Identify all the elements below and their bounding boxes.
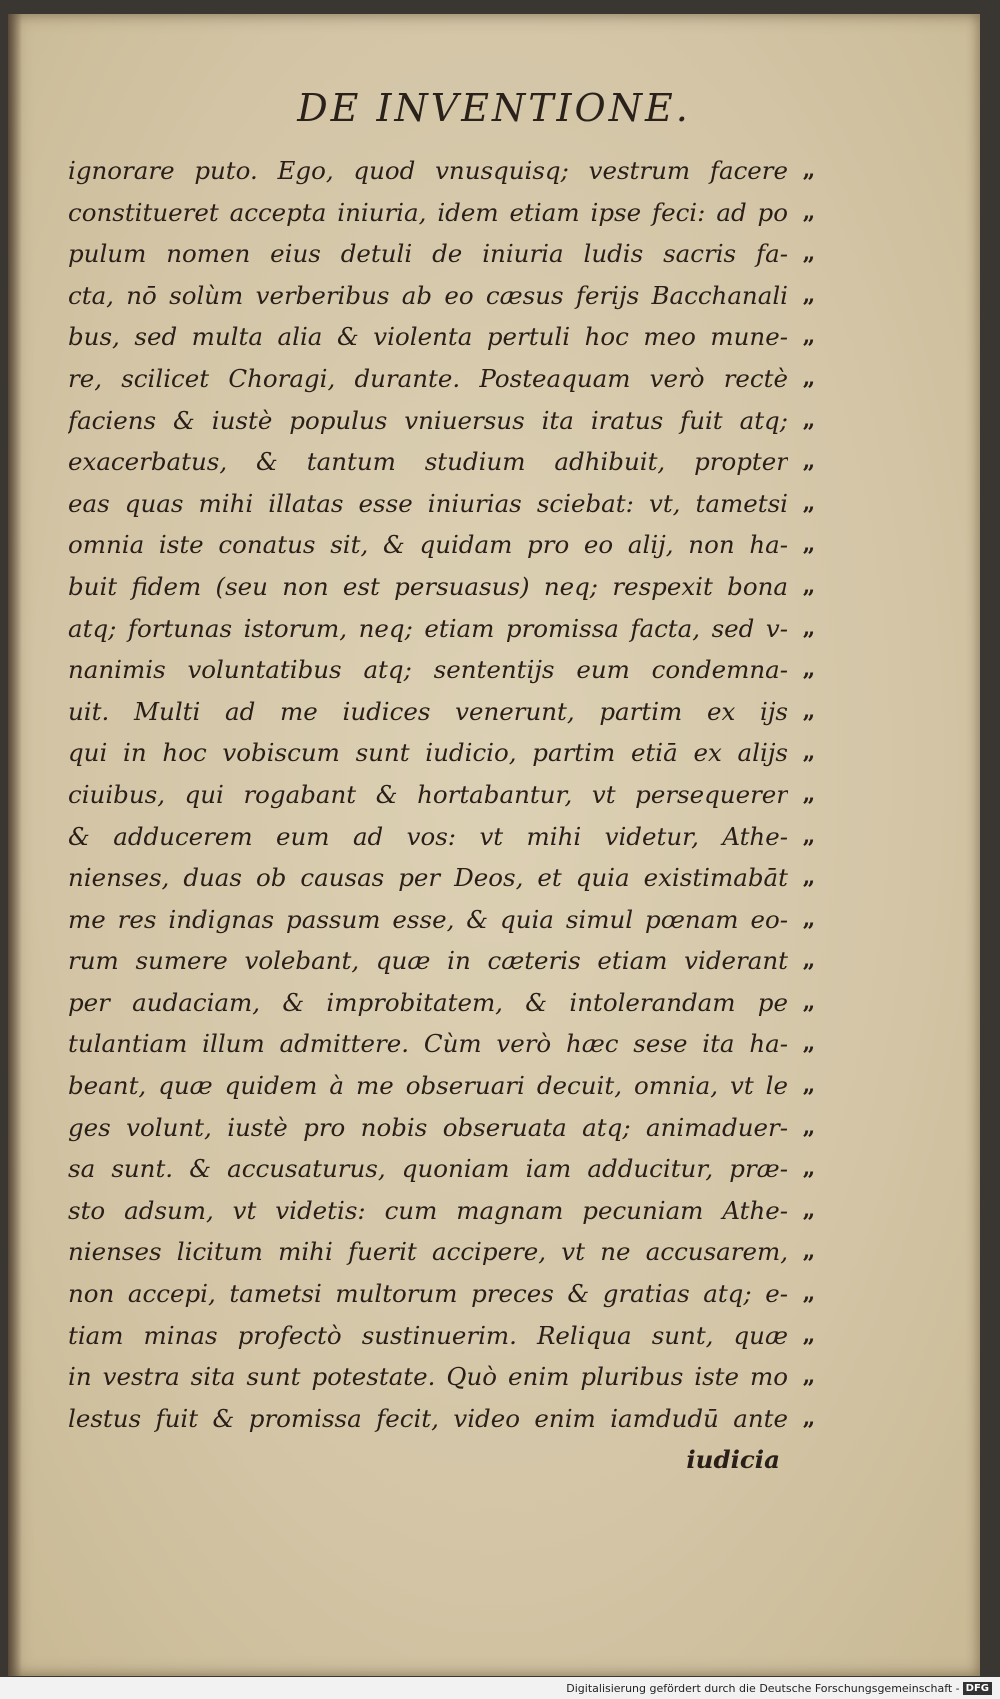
text-line: ignorare puto. Ego, quod vnusquisq; vestrum facere: [68, 156, 788, 185]
text-line: rum sumere volebant, quæ in cæteris etiam viderant: [68, 946, 788, 976]
quotation-mark: „: [802, 1113, 816, 1140]
text-line: eas quas mihi illatas esse iniurias sciebat: vt, tametsi: [68, 488, 788, 518]
quotation-margin-marks: [794, 150, 824, 1439]
quotation-mark: „: [802, 531, 816, 558]
text-line: faciens & iustè populus vniuersus ita iratus fuit atq;: [68, 405, 788, 435]
quotation-mark: „: [802, 240, 816, 267]
quotation-mark: „: [802, 448, 816, 475]
text-line: atq; fortunas istorum, neq; etiam promissa facta, sed v-: [68, 613, 788, 643]
quotation-mark: „: [802, 489, 816, 516]
text-line: pulum nomen eius detuli de iniuria ludis sacris fa-: [68, 239, 788, 269]
quotation-mark: „: [802, 1363, 816, 1390]
book-page: [8, 14, 980, 1676]
quotation-mark: „: [802, 988, 816, 1015]
quotation-mark: „: [802, 697, 816, 724]
text-line: sa sunt. & accusaturus, quoniam iam adducitur, præ-: [68, 1154, 788, 1184]
quotation-mark: „: [802, 198, 816, 225]
quotation-mark: „: [802, 1404, 816, 1431]
quotation-mark: „: [802, 1321, 816, 1348]
text-line: sto adsum, vt videtis: cum magnam pecuniam Athe-: [68, 1195, 788, 1225]
text-line: in vestra sita sunt potestate. Quò enim pluribus iste mo: [68, 1362, 788, 1392]
text-line: tulantiam illum admittere. Cùm verò hæc sese ita ha-: [68, 1029, 788, 1059]
text-line: re, scilicet Choragi, durante. Posteaquam verò rectè: [68, 363, 788, 393]
quotation-mark: „: [802, 1155, 816, 1182]
text-line: bus, sed multa alia & violenta pertuli hoc meo mune-: [68, 322, 788, 352]
text-line: me res indignas passum esse, & quia simul pœnam eo-: [68, 904, 788, 934]
quotation-mark: „: [802, 822, 816, 849]
text-line: non accepi, tametsi multorum preces & gratias atq; e-: [68, 1279, 788, 1309]
text-line: nienses licitum mihi fuerit accipere, vt ne accusarem,: [68, 1237, 788, 1267]
text-line: ges volunt, iustè pro nobis obseruata atq; animaduer-: [68, 1112, 788, 1142]
quotation-mark: „: [802, 364, 816, 391]
quotation-mark: „: [802, 1072, 816, 1099]
quotation-mark: „: [802, 739, 816, 766]
text-block: [68, 150, 788, 1481]
text-line: tiam minas profectò sustinuerim. Reliqua sunt, quæ: [68, 1320, 788, 1350]
quotation-mark: „: [802, 406, 816, 433]
quotation-mark: „: [802, 572, 816, 599]
quotation-mark: „: [802, 905, 816, 932]
quotation-mark: „: [802, 864, 816, 891]
text-line: per audaciam, & improbitatem, & intolerandam pe: [68, 987, 788, 1017]
quotation-mark: „: [802, 1030, 816, 1057]
quotation-mark: „: [802, 323, 816, 350]
text-line: beant, quæ quidem à me obseruari decuit, omnia, vt le: [68, 1071, 788, 1101]
text-line: nanimis voluntatibus atq; sententijs eum condemna-: [68, 655, 788, 685]
quotation-mark: „: [802, 1196, 816, 1223]
quotation-mark: „: [802, 1280, 816, 1307]
text-line: nienses, duas ob causas per Deos, et quia existimabāt: [68, 863, 788, 893]
text-line: uit. Multi ad me iudices venerunt, partim ex ijs: [68, 696, 788, 726]
quotation-mark: „: [802, 947, 816, 974]
text-line: buit fidem (seu non est persuasus) neq; respexit bona: [68, 571, 788, 601]
quotation-mark: „: [802, 157, 816, 183]
text-line: qui in hoc vobiscum sunt iudicio, partim etiā ex alijs: [68, 738, 788, 768]
credit-text: Digitalisierung gefördert durch die Deutsche Forschungsgemeinschaft -: [566, 1681, 960, 1695]
text-line: lestus fuit & promissa fecit, video enim iamdudū ante: [68, 1403, 788, 1433]
text-line: & adducerem eum ad vos: vt mihi videtur, Athe-: [68, 821, 788, 851]
digitization-credit-bar: [0, 1677, 1000, 1699]
quotation-mark: „: [802, 281, 816, 308]
text-line: constitueret accepta iniuria, idem etiam ipse feci: ad po: [68, 197, 788, 227]
text-line: ciuibus, qui rogabant & hortabantur, vt persequerer: [68, 779, 788, 809]
quotation-mark: „: [802, 656, 816, 683]
text-line: omnia iste conatus sit, & quidam pro eo alij, non ha-: [68, 530, 788, 560]
catchword: iudicia: [686, 1445, 780, 1475]
quotation-mark: „: [802, 614, 816, 641]
running-head: DE INVENTIONE.: [297, 86, 691, 130]
dfg-logo-icon: DFG: [963, 1682, 992, 1695]
quotation-mark: „: [802, 1238, 816, 1265]
quotation-mark: „: [802, 780, 816, 807]
text-line: cta, nō solùm verberibus ab eo cæsus ferijs Bacchanali: [68, 280, 788, 310]
text-line: exacerbatus, & tantum studium adhibuit, propter: [68, 447, 788, 477]
